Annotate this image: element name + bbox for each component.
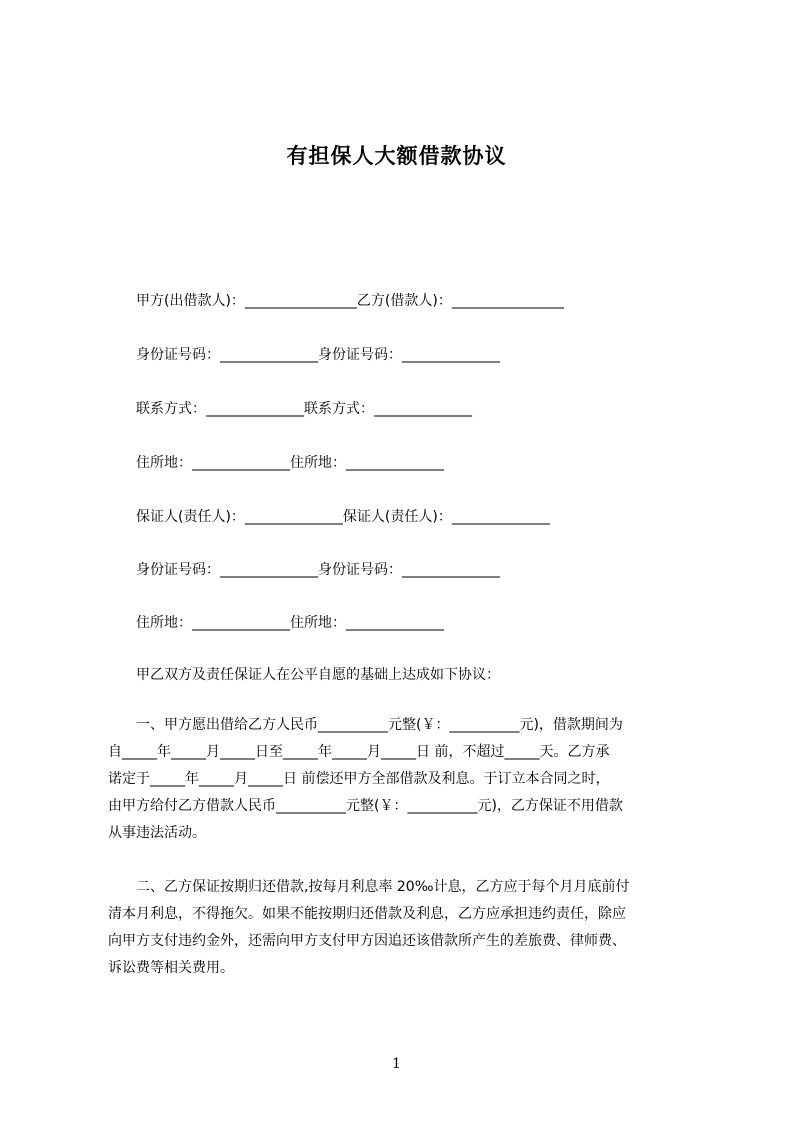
id-number-line: 身份证号码：______________身份证号码：______________: [136, 347, 500, 363]
clause-two-line: 清本月利息，不得拖欠。如果不能按期归还借款及利息，乙方应承担违约责任，除应: [108, 906, 626, 922]
party-a-line: 甲方(出借款人)：________________乙方(借款人)：________________: [136, 293, 564, 309]
guarantor-id-line: 身份证号码：______________身份证号码：______________: [136, 562, 500, 578]
clause-one-line: 一、甲方愿出借给乙方人民币__________元整(￥：__________元)，借款期间为: [136, 717, 623, 733]
agreement-intro: 甲乙双方及责任保证人在公平自愿的基础上达成如下协议：: [136, 667, 500, 683]
clause-one-line: 由甲方给付乙方借款人民币__________元整(￥：__________元)，乙方保证不用借款: [108, 798, 623, 814]
clause-two-line: 诉讼费等相关费用。: [108, 960, 234, 976]
clause-one-line: 诺定于_____年_____月_____日 前偿还甲方全部借款及利息。于订立本合同之时，: [108, 771, 610, 787]
page-number: 1: [392, 1056, 401, 1072]
clause-two-line: 二、乙方保证按期归还借款,按每月利息率 20‰计息，乙方应于每个月月底前付: [136, 879, 630, 895]
contact-line: 联系方式：______________联系方式：______________: [136, 401, 472, 417]
guarantor-line: 保证人(责任人)：______________保证人(责任人)：______________: [136, 509, 550, 525]
guarantor-address-line: 住所地：______________住所地：______________: [136, 615, 444, 631]
clause-one-line: 从事违法活动。: [108, 825, 206, 841]
clause-one-line: 自_____年_____月_____日至_____年_____月_____日 前，不超过_____天。乙方承: [108, 744, 610, 760]
address-line: 住所地：______________住所地：______________: [136, 455, 444, 471]
clause-one: [108, 712, 708, 847]
clause-two-line: 向甲方支付违约金外，还需向甲方支付甲方因追还该借款所产生的差旅费、律师费、: [108, 933, 626, 949]
clause-two: [108, 874, 708, 982]
document-title: 有担保人大额借款协议: [286, 144, 507, 168]
